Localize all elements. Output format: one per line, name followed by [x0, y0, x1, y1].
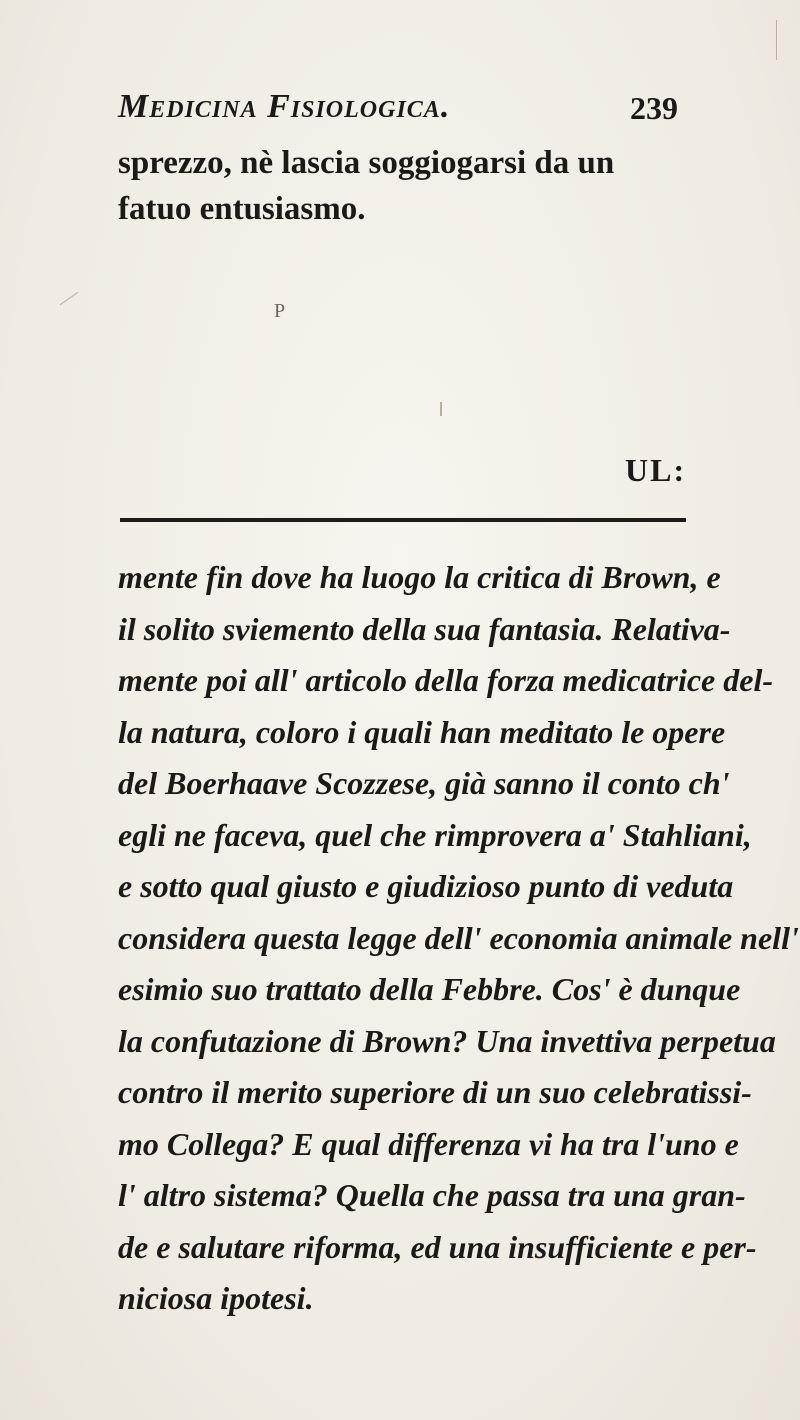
text-line: la natura, coloro i quali han meditato le opere: [118, 713, 726, 750]
text-line: contro il merito superiore di un suo celebratissi-: [118, 1074, 752, 1110]
text-line: mente poi all' articolo della forza medicatrice del-: [118, 662, 773, 698]
horizontal-rule: [120, 518, 686, 522]
scan-speck: [776, 20, 777, 60]
text-line: e sotto qual giusto e giudizioso punto di veduta: [118, 868, 734, 904]
text-line: considera questa legge dell' economia animale nell': [118, 919, 799, 956]
section-fragment: UL:: [625, 452, 687, 488]
text-line: del Boerhaave Scozzese, già sanno il conto ch': [118, 765, 730, 801]
text-line: mo Collega? E qual differenza vi ha tra l'uno e: [118, 1125, 739, 1162]
text-line: la confutazione di Brown? Una invettiva perpetua: [118, 1022, 776, 1059]
carry-over-paragraph: sprezzo, nè lascia soggiogarsi da un fatuo entusiasmo.: [118, 145, 615, 227]
scan-speck: [440, 402, 442, 416]
text-line: esimio suo trattato della Febbre. Cos' è dunque: [118, 971, 741, 1007]
text-line: de e salutare riforma, ed una insufficiente e per-: [118, 1228, 757, 1265]
text-line: egli ne faceva, quel che rimprovera a' Stahliani,: [118, 816, 752, 853]
margin-mark: P: [274, 300, 286, 322]
text-line: il solito sviemento della sua fantasia. Relativa-: [118, 610, 731, 647]
text-line: l' altro sistema? Quella che passa tra una gran-: [118, 1177, 746, 1213]
text-line: mente fin dove ha luogo la critica di Brown, e: [118, 559, 721, 595]
running-head: [118, 88, 678, 128]
scan-speck: [60, 292, 79, 305]
page-number: 239: [630, 90, 678, 126]
body-paragraph: [118, 552, 799, 1325]
text-line: niciosa ipotesi.: [118, 1280, 314, 1316]
running-head-title: Medicina Fisiologica.: [118, 88, 451, 125]
